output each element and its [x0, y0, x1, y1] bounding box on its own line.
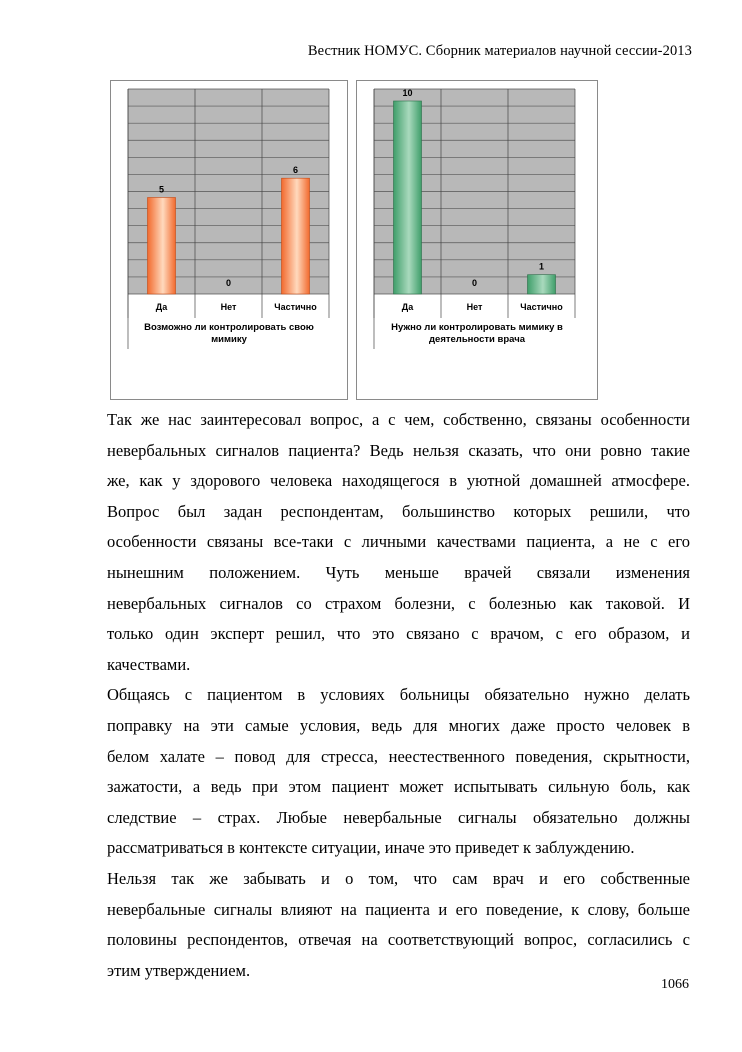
chart-control-mimicry-doctor [356, 80, 598, 400]
data-label: 10 [402, 88, 413, 98]
bar [148, 198, 176, 295]
chart-1-caption [131, 322, 327, 346]
data-label: 0 [471, 278, 478, 288]
text-line: невербальных сигналов пациента? Ведь нельзя сказать, что они ровно такие [107, 440, 690, 460]
category-label: Да [401, 302, 414, 312]
text-line: рассматриваться в контексте ситуации, иначе это приведет к заблуждению. [107, 838, 635, 858]
data-label: 6 [292, 165, 299, 176]
paragraph-1 [107, 405, 690, 680]
text-line: особенности связаны все-таки с личными качествами пациента, а не с его [107, 532, 690, 552]
text-line: зажатости, а ведь при этом пациент может испытывать сильную боль, как [107, 777, 690, 797]
data-label: 5 [158, 184, 165, 195]
text-line: поправку на эти самые условия, ведь для многих даже просто человек в [107, 715, 690, 735]
text-line: Вопрос был задан респондентам, большинство которых решили, что [107, 501, 690, 521]
text-line: половины респондентов, отвечая на соответствующий вопрос, согласились с [107, 930, 690, 950]
text-line: следствие – страх. Любые невербальные сигналы обязательно должны [107, 807, 690, 827]
category-label: Частично [274, 302, 317, 312]
data-label: 0 [225, 278, 232, 288]
bar [528, 275, 556, 294]
paragraph-2 [107, 680, 690, 864]
category-label: Частично [520, 302, 563, 312]
chart-1-caption-line: мимику [211, 334, 247, 345]
chart-1-caption-line: Возможно ли контролировать свою [144, 322, 314, 333]
bar-chart-2-svg [357, 81, 597, 399]
paragraph-3 [107, 864, 690, 986]
text-line: невербальные сигналы влияют на пациента и его поведение, к слову, больше [107, 899, 690, 919]
text-line: же, как у здорового человека находящегося в уютной домашней атмосфере. [107, 471, 690, 491]
bar-chart-1-svg [111, 81, 347, 399]
chart-2-caption [377, 322, 577, 346]
text-line: невербальных сигналов со страхом болезни, с болезнью как таковой. И [107, 593, 690, 613]
bar [394, 101, 422, 294]
text-line: Так же нас заинтересовал вопрос, а с чем, собственно, связаны особенности [107, 410, 690, 429]
category-label: Нет [466, 302, 483, 312]
running-header: Вестник НОМУС. Сборник материалов научной сессии-2013 [307, 43, 692, 59]
category-label: Нет [220, 302, 237, 312]
text-line: нынешним положением. Чуть меньше врачей связали изменения [107, 562, 690, 582]
text-line: этим утверждением. [107, 960, 251, 980]
data-label: 1 [538, 261, 545, 272]
text-line: Нельзя так же забывать и о том, что сам врач и его собственные [107, 868, 690, 888]
bar [282, 178, 310, 294]
chart-2-caption-line: деятельности врача [429, 334, 525, 345]
chart-control-own-mimicry [110, 80, 348, 400]
chart-2-caption-line: Нужно ли контролировать мимику в [391, 322, 563, 333]
body-text [107, 405, 690, 986]
page-number: 1066 [661, 977, 689, 992]
text-line: качествами. [107, 654, 191, 674]
text-line: белом халате – повод для стресса, неестественного поведения, скрытности, [107, 746, 690, 766]
text-line: Общаясь с пациентом в условиях больницы обязательно нужно делать [107, 685, 690, 705]
text-line: только один эксперт решил, что это связано с врачом, с его образом, и [107, 624, 690, 644]
category-label: Да [155, 302, 168, 312]
